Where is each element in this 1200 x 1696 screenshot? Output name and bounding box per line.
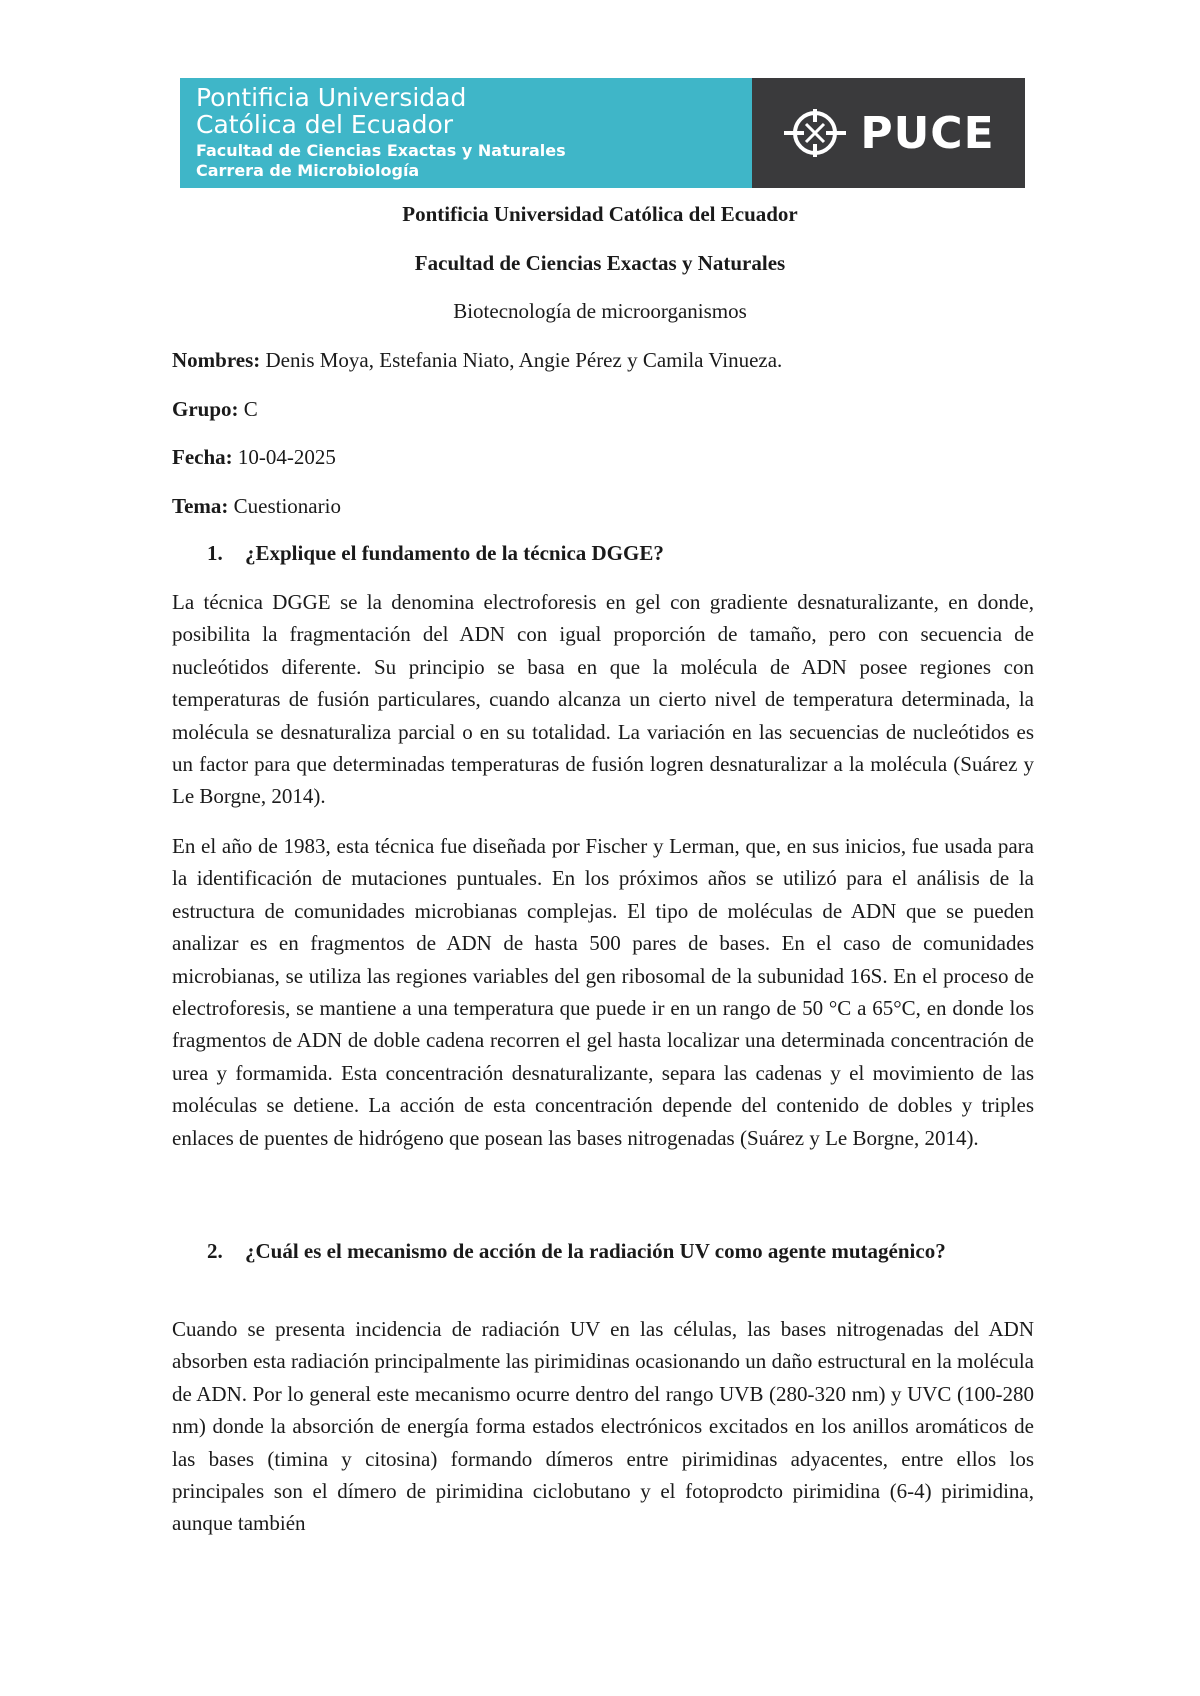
group-value: C xyxy=(238,397,258,421)
date-label: Fecha: xyxy=(172,445,233,469)
group-label: Grupo: xyxy=(172,397,239,421)
topic-value: Cuestionario xyxy=(228,494,341,518)
answer-1-paragraph-1: La técnica DGGE se la denomina electroforesis en gel con gradiente desnaturalizante, en donde, posibilita la fragmentación del ADN con igual proporción de tamaño, pero con secuencia de nucleótidos diferente. Su principio se basa en que la molécula de ADN posee regiones con temperaturas de fusión particulares, cuando alcanza un cierto nivel de temperatura determinada, la molécula se desnaturaliza parcial o en su totalidad. La variación en las secuencias de nucleótidos es un factor para que determinadas temperaturas de fusión logren desnaturalizar a la molécula (Suárez y Le Borgne, 2014). xyxy=(172,590,1034,809)
banner-career: Carrera de Microbiología xyxy=(196,161,420,180)
date-field xyxy=(172,445,336,470)
question-2-text: ¿Cuál es el mecanismo de acción de la radiación UV como agente mutagénico? xyxy=(245,1239,946,1263)
banner-university-line2: Católica del Ecuador xyxy=(196,110,454,139)
banner-text-block xyxy=(180,78,752,188)
answer-1-paragraph-2: En el año de 1983, esta técnica fue diseñada por Fischer y Lerman, que, en sus inicios, fue usada para la identificación de mutaciones puntuales. En los próximos años se utilizó para el análisis de la estructura de comunidades microbianas complejas. El tipo de moléculas de ADN que se pueden analizar es en fragmentos de ADN de hasta 500 pares de bases. En el caso de comunidades microbianas, se utiliza las regiones variables del gen ribosomal de la subunidad 16S. En el proceso de electroforesis, se mantiene a una temperatura que puede ir en un rango de 50 °C a 65°C, en donde los fragmentos de ADN de doble cadena recorren el gel hasta localizar una determinada concentración de urea y formamida. Esta concentración desnaturalizante, separa las cadenas y el movimiento de las moléculas se detiene. La acción de esta concentración depende del contenido de dobles y triples enlaces de puentes de hidrógeno que posean las bases nitrogenadas (Suárez y Le Borgne, 2014). xyxy=(172,834,1034,1150)
puce-logo-text: PUCE xyxy=(860,107,995,159)
names-field xyxy=(172,348,782,373)
answer-2-paragraph-1: Cuando se presenta incidencia de radiación UV en las células, las bases nitrogenadas del ADN absorben esta radiación principalmente las pirimidinas ocasionando un daño estructural en la molécula de ADN. Por lo general este mecanismo ocurre dentro del rango UVB (280-320 nm) y UVC (100-280 nm) donde la absorción de energía forma estados electrónicos excitados en los anillos aromáticos de las bases (timina y citosina) formando dímeros entre pirimidinas adyacentes, entre ellos los principales son el dímero de pirimidina ciclobutano y el fotoprodcto pirimidina (6-4) pirimidina, aunque también xyxy=(172,1317,1034,1536)
university-title: Pontificia Universidad Católica del Ecuador xyxy=(402,202,798,226)
question-1-text: ¿Explique el fundamento de la técnica DGGE? xyxy=(245,541,664,565)
group-field xyxy=(172,397,258,422)
banner-faculty: Facultad de Ciencias Exactas y Naturales xyxy=(196,141,566,160)
question-2-number: 2. xyxy=(207,1239,223,1263)
names-value: Denis Moya, Estefania Niato, Angie Pérez y Camila Vinueza. xyxy=(260,348,783,372)
date-value: 10-04-2025 xyxy=(232,445,336,469)
puce-logo xyxy=(752,78,1025,188)
topic-label: Tema: xyxy=(172,494,229,518)
names-label: Nombres: xyxy=(172,348,261,372)
header-banner xyxy=(180,78,1025,188)
question-1-number: 1. xyxy=(207,541,223,565)
topic-field xyxy=(172,494,341,519)
course-title: Biotecnología de microorganismos xyxy=(453,299,747,323)
faculty-title: Facultad de Ciencias Exactas y Naturales xyxy=(414,251,786,275)
banner-university-line1: Pontificia Universidad xyxy=(196,83,467,112)
puce-emblem-icon xyxy=(782,106,848,160)
